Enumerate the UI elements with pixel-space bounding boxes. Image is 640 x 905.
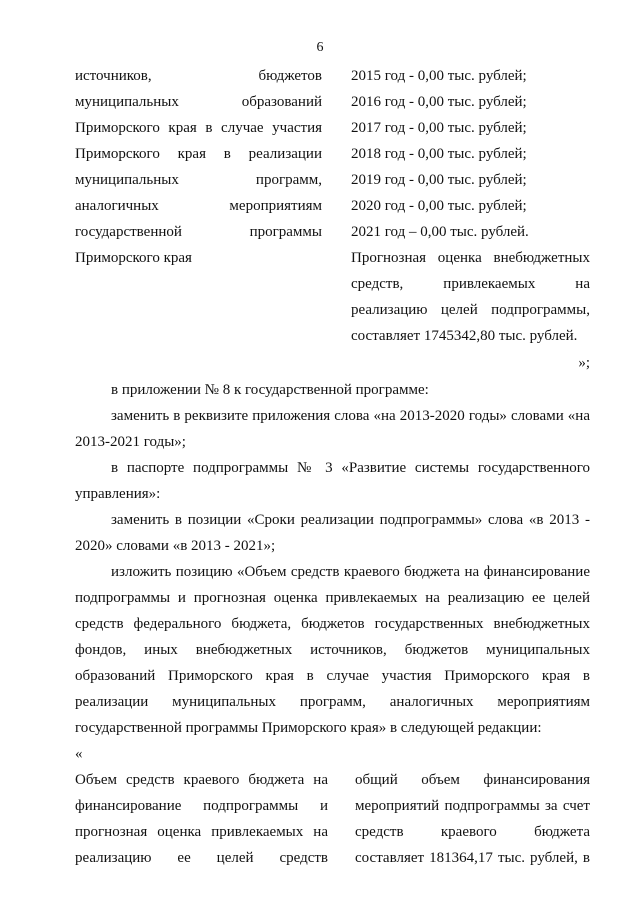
estimate-line: реализацию целей подпрограммы, bbox=[351, 302, 590, 318]
estimate-line: составляет 1745342,80 тыс. рублей. bbox=[351, 328, 578, 344]
funding-year-line: 2015 год - 0,00 тыс. рублей; bbox=[351, 68, 527, 84]
bottom-left-line: финансирование подпрограммы и bbox=[75, 798, 328, 814]
paragraph-position-line: образований Приморского края в случае участия Приморского края в bbox=[75, 668, 590, 684]
funding-year-line: 2016 год - 0,00 тыс. рублей; bbox=[351, 94, 527, 110]
paragraph-replace-words-cont: 2013-2021 годы»; bbox=[75, 434, 186, 450]
bottom-left-line: прогнозная оценка привлекаемых на bbox=[75, 824, 328, 840]
bottom-right-line: мероприятий подпрограммы за счет bbox=[355, 798, 590, 814]
funding-year-line: 2020 год - 0,00 тыс. рублей; bbox=[351, 198, 527, 214]
top-left-line: Приморского края в случае участия bbox=[75, 120, 322, 136]
paragraph-deadlines-cont: 2020» словами «в 2013 - 2021»; bbox=[75, 538, 276, 554]
paragraph-position-line: изложить позицию «Объем средств краевого бюджета на финансирование bbox=[111, 564, 590, 580]
paragraph-position-line: подпрограммы и прогнозная оценка привлекаемых на реализацию ее целей bbox=[75, 590, 590, 606]
bottom-left-line: реализацию ее целей средств bbox=[75, 850, 328, 866]
top-left-line: муниципальных образований bbox=[75, 94, 322, 110]
top-left-line: Приморского края в реализации bbox=[75, 146, 322, 162]
paragraph-position-line: реализации муниципальных программ, аналогичных мероприятиям bbox=[75, 694, 590, 710]
top-left-line: источников, бюджетов bbox=[75, 68, 322, 84]
bottom-right-line: средств краевого бюджета bbox=[355, 824, 590, 840]
page-number: 6 bbox=[316, 40, 324, 55]
bottom-left-line: Объем средств краевого бюджета на bbox=[75, 772, 328, 788]
top-left-line: муниципальных программ, bbox=[75, 172, 322, 188]
funding-year-line: 2018 год - 0,00 тыс. рублей; bbox=[351, 146, 527, 162]
closing-quote: »; bbox=[578, 355, 590, 371]
bottom-right-line: общий объем финансирования bbox=[355, 772, 590, 788]
paragraph-passport-cont: управления»: bbox=[75, 486, 161, 502]
funding-year-line: 2021 год – 0,00 тыс. рублей. bbox=[351, 224, 529, 240]
top-left-line: Приморского края bbox=[75, 250, 192, 266]
top-left-line: государственной программы bbox=[75, 224, 322, 240]
funding-year-line: 2019 год - 0,00 тыс. рублей; bbox=[351, 172, 527, 188]
top-left-line: аналогичных мероприятиям bbox=[75, 198, 322, 214]
funding-year-line: 2017 год - 0,00 тыс. рублей; bbox=[351, 120, 527, 136]
bottom-right-line: составляет 181364,17 тыс. рублей, в bbox=[355, 850, 590, 866]
estimate-line: средств, привлекаемых на bbox=[351, 276, 590, 292]
paragraph-position-line: государственной программы Приморского края» в следующей редакции: bbox=[75, 720, 542, 736]
estimate-line: Прогнозная оценка внебюджетных bbox=[351, 250, 590, 266]
paragraph-deadlines: заменить в позиции «Сроки реализации подпрограммы» слова «в 2013 - bbox=[111, 512, 590, 528]
paragraph-passport: в паспорте подпрограммы № 3 «Развитие системы государственного bbox=[111, 460, 590, 476]
paragraph-replace-words: заменить в реквизите приложения слова «на 2013-2020 годы» словами «на bbox=[111, 408, 590, 424]
paragraph-appendix-8: в приложении № 8 к государственной программе: bbox=[111, 382, 429, 398]
opening-quote: « bbox=[75, 746, 83, 762]
paragraph-position-line: средств федерального бюджета, бюджетов государственных внебюджетных bbox=[75, 616, 590, 632]
paragraph-position-line: фондов, иных внебюджетных источников, бюджетов муниципальных bbox=[75, 642, 590, 658]
